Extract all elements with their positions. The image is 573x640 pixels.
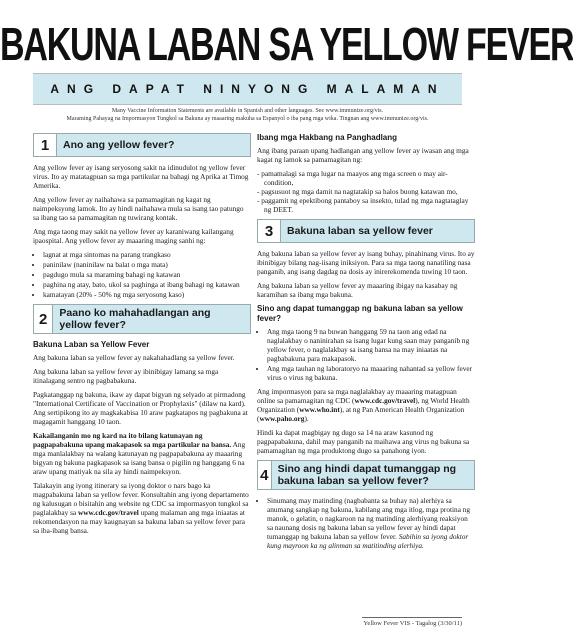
list-item: • lagnat at mga sintomas na parang trangkaso — [43, 250, 251, 259]
s2-bold-text: Kakailanganin mo ng kard na ito bilang katunayan ng pagpapabakuna upang makapasok sa mga partikular na bansa. — [33, 431, 232, 449]
list-item: - pamamalagi sa mga lugar na maayos ang mga screen o may air-condition, — [257, 169, 448, 187]
s3-text: ), at ng Pan American Health Organization ( — [257, 405, 465, 423]
section-4-number: 4 — [258, 461, 272, 489]
s2-text: Ang mga manlalakbay na walang katunayan ng pagpapabakuna ay maaaring bigyan ng bakuna pagkapasok sa isang bansa o pigilin ng hanggang 6 na araw upang matiyak na sila ay hindi naimpeksyon. — [33, 440, 246, 476]
cdc-link[interactable]: www.cdc.gov/travel — [354, 396, 416, 405]
subtitle-text: ANG DAPAT NINYONG MALAMAN — [50, 82, 445, 96]
subtitle-band — [33, 73, 462, 105]
s2-text: upang malaman ang mga iniaatas at rekomendasyon na may kaugnayan sa bakuna laban sa yellow fever para sa iba-ibang bansa. — [33, 508, 245, 535]
s3-paragraph-3 — [257, 387, 475, 423]
section-3-header — [257, 219, 475, 243]
s2-paragraph-5 — [33, 481, 251, 535]
s4-list — [257, 496, 475, 550]
s3-paragraph-2: Ang bakuna laban sa yellow fever ay maaaring ibigay na kasabay ng karamihan sa ibang mga bakuna. — [257, 281, 458, 299]
s3-paragraph-1: Ang bakuna laban sa yellow fever ay isang buhay, pinahinang virus. Ito ay ibinibigay bilang nag-iisang iniksiyon. Para sa mga taong nanatiling nasa panganib, ang isang dagdag na dosis ay inirerekomenda tuwing 10 taon. — [257, 249, 475, 276]
list-item: - paggamit ng epektibong pantaboy sa insekto, tulad ng mga nagtataglay ng DEET. — [257, 196, 469, 214]
cdc-travel-link[interactable]: www.cdc.gov/travel — [77, 508, 139, 517]
s3-text: Ang impormasyon para sa mga naglalakbay ay maaaring matagpuan online sa pamamagitan ng CDC ( — [257, 387, 457, 405]
s1-paragraph-3: Ang mga taong may sakit na yellow fever ay karaniwang kailangang ipaospital. Ang yellow fever ay maaaring maging sanhi ng: — [33, 227, 234, 245]
footer-version: Yellow Fever VIS - Tagalog (3/30/11) — [362, 617, 462, 627]
section-2-title: Paano ko mahahadlangan ang yellow fever? — [59, 307, 211, 331]
s2-text: Talakayin ang iyong itinerary sa iyong doktor o nars bago ka magpabakuna laban sa yellow fever. Konsultahin ang iyong departamento ng kalusugan o bisitahin ang website ng CDC sa impormasyon tungkol sa paglalakbay sa — [33, 481, 249, 517]
s1-paragraph-1: Ang yellow fever ay isang seryosong sakit na idinudulot ng yellow fever virus. Ito ay matatagpuan sa mga partikular na bahagi ng Aprika at Timog Amerika. — [33, 163, 249, 190]
s3-paragraph-4: Hindi ka dapat magbigay ng dugo sa 14 na araw kasunod ng pagpapabakuna, dahil may panganib na maihawa ang virus ng bakuna sa pamamagitan ng mga produktong dugo sa panahong iyon. — [257, 428, 470, 455]
s2-paragraph-2: Ang bakuna laban sa yellow fever ay ibinibigay lamang sa mga itinalagang sentro ng pagbabakuna. — [33, 367, 219, 385]
language-note-english: Many Vaccine Information Statements are available in Spanish and other languages. See www.immunize.org/vis. — [111, 108, 384, 114]
left-column — [33, 133, 251, 540]
list-item: • Ang mga taong 9 na buwan hanggang 59 na taon ang edad na naglalakbay o naninirahan sa isang lugar kung saan may panganib ng yellow fever, o naglalakbay sa isang bansa na may iniaatas na pagbabakuna para makapasok. — [267, 327, 475, 363]
s4-italic-text: Sabihin sa iyong doktor kung mayroon ka ng alinman sa matitinding alerhiya. — [267, 532, 469, 550]
s3-text: ), ng World Health Organization ( — [257, 396, 470, 414]
s2-subheading: Bakuna Laban sa Yellow Fever — [33, 340, 150, 349]
language-note — [33, 108, 462, 123]
s1-symptom-list — [33, 250, 251, 299]
list-item: • kamatayan (20% - 50% ng mga seryosong kaso) — [43, 290, 251, 299]
list-item: • Ang mga tauhan ng laboratoryo na maaaring nahantad sa yellow fever virus o virus ng bakuna. — [267, 364, 475, 382]
list-item — [267, 496, 475, 550]
language-note-tagalog: Maraming Pahayag na Impormasyon Tungkol sa Bakuna ay maaaring makuha sa Espanyol o iba pang mga wika. Tingnan ang www.immunize.org/vis. — [66, 115, 429, 122]
section-1-number: 1 — [34, 134, 57, 156]
s2-paragraph-1: Ang bakuna laban sa yellow fever ay nakahahadlang sa yellow fever. — [33, 353, 235, 362]
list-item: • pagdugo mula sa maraming bahagi ng katawan — [43, 270, 251, 279]
s2-paragraph-4 — [33, 431, 251, 476]
who-link[interactable]: www.who.int — [299, 405, 340, 414]
s1-paragraph-2: Ang yellow fever ay naihahawa sa pamamagitan ng kagat ng naimpeksyong lamok. Ito ay hindi naihahawa mula sa isang tao patungo sa ibang tao sa pamamagitan ng tuwirang kontak. — [33, 195, 244, 222]
section-1-title: Ano ang yellow fever? — [63, 139, 175, 151]
other-prevention-paragraph: Ang ibang paraan upang hadlangan ang yellow fever ay iwasan ang mga kagat ng lamok sa pamamagitan ng: — [257, 146, 469, 164]
document-title: BAKUNA LABAN SA YELLOW FEVER — [0, 19, 573, 71]
paho-link[interactable]: www.paho.org — [259, 414, 305, 423]
section-3-title: Bakuna laban sa yellow fever — [287, 225, 433, 237]
section-2-number: 2 — [34, 305, 53, 333]
section-4-header — [257, 460, 475, 490]
s3-subheading: Sino ang dapat tumanggap ng bakuna laban sa yellow fever? — [257, 304, 463, 323]
list-item: - pagsusuot ng mga damit na nagtatakip sa halos buong katawan mo, — [257, 187, 458, 196]
section-2-header — [33, 304, 251, 334]
s3-eligibility-list — [257, 327, 475, 382]
other-prevention-heading: Ibang mga Hakbang na Panghadlang — [257, 133, 398, 142]
section-1-header — [33, 133, 251, 157]
s2-paragraph-3: Pagkatanggap ng bakuna, ikaw ay dapat bigyan ng selyado at pirmadong "International Certificate of Vaccination or Prophylaxis" (dilaw na kard). Ang sertipikong ito ay magkakabisa 10 araw pagkatapos ng pagbakuna at magagamit hanggang 10 taon. — [33, 390, 248, 426]
right-column — [257, 133, 475, 555]
list-item: • paninilaw (naninilaw na balat o mga mata) — [43, 260, 251, 269]
list-item: • paghina ng atay, bato, ukol sa paghinga at ibang bahagi ng katawan — [43, 280, 251, 289]
section-3-number: 3 — [258, 220, 281, 242]
prevention-list — [257, 169, 475, 214]
section-4-title: Sino ang hindi dapat tumanggap ng bakuna laban sa yellow fever? — [277, 463, 457, 487]
s3-text: ). — [304, 414, 309, 423]
s4-text: Sinumang may matinding (nagbabanta sa buhay na) alerhiya sa anumang sangkap ng bakuna, kabilang ang mga itlog, mga protina ng manok, o gelatin, o nagkaroon na ng matinding alerhiyang reaksiyon sa naunang dosis ng bakuna laban sa yellow fever ay hindi dapat tumanggap ng bakuna laban sa yellow fever. — [267, 496, 471, 541]
